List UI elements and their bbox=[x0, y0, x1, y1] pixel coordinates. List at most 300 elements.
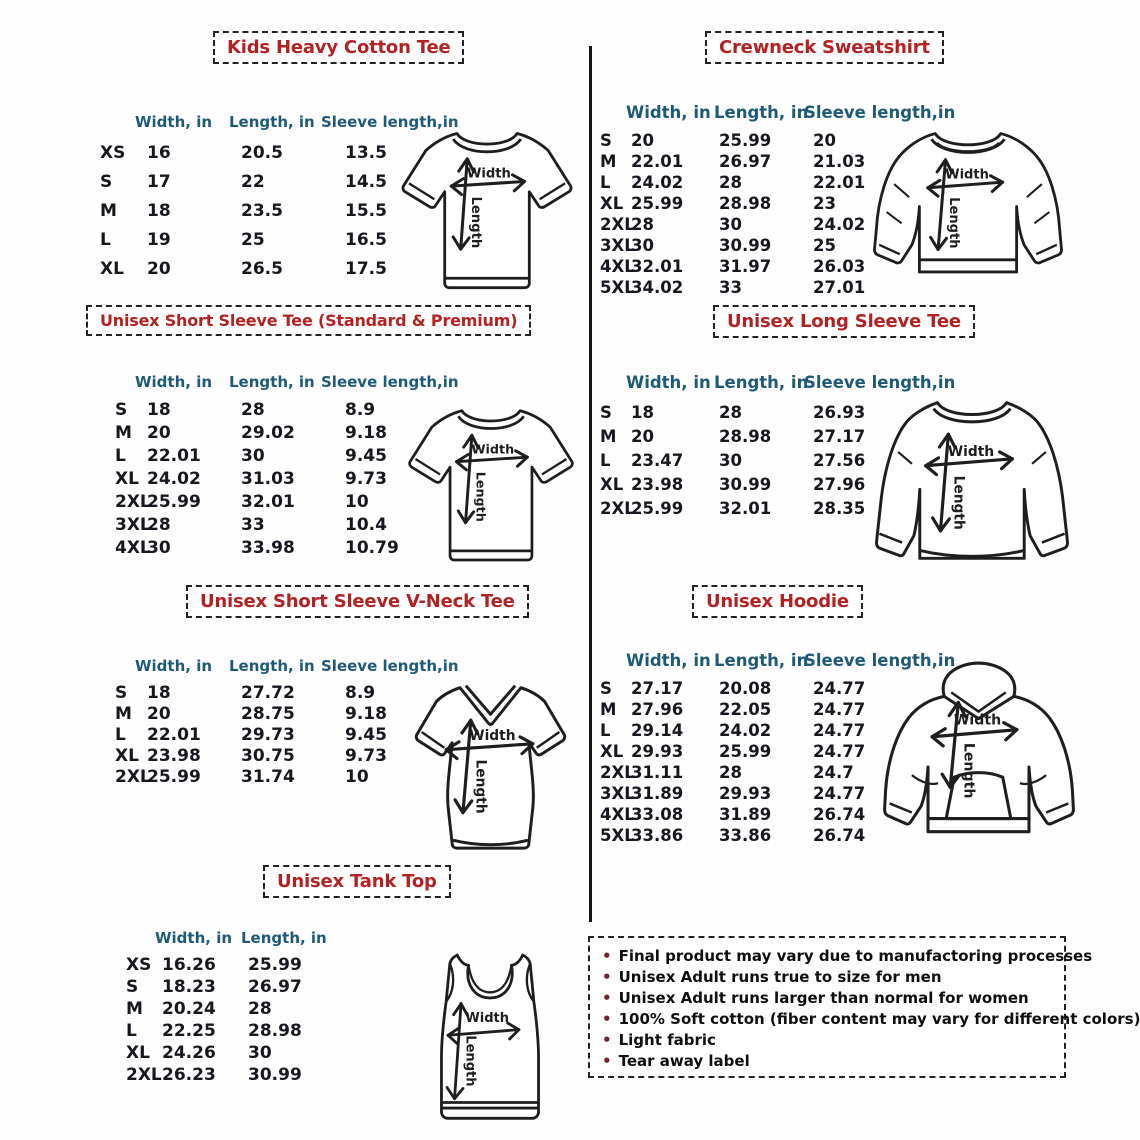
garment-outline bbox=[875, 134, 1062, 272]
size-row bbox=[95, 138, 433, 167]
column-header: Width, in bbox=[135, 656, 213, 675]
measurement-value: 20 bbox=[631, 131, 654, 150]
measurement-value: 13.5 bbox=[345, 142, 387, 163]
column-header: Sleeve length,in bbox=[321, 372, 459, 391]
size-row bbox=[95, 536, 433, 559]
measurement-value: 22.01 bbox=[147, 445, 201, 466]
measurement-value: 24.77 bbox=[813, 721, 866, 740]
measurement-value: 16.26 bbox=[162, 955, 216, 975]
note-text: Unisex Adult runs larger than normal for women bbox=[618, 989, 1029, 1007]
measurement-value: 14.5 bbox=[345, 171, 387, 192]
size-label: S bbox=[600, 402, 612, 422]
size-label: S bbox=[100, 171, 113, 192]
width-label: Width bbox=[945, 167, 989, 183]
measurement-value: 24.77 bbox=[813, 700, 866, 719]
measurement-value: 24.77 bbox=[813, 742, 866, 761]
size-label: XL bbox=[126, 1043, 150, 1063]
size-label: XL bbox=[115, 468, 139, 489]
size-label: M bbox=[115, 703, 132, 724]
size-table-crewneck-sweatshirt bbox=[595, 88, 956, 298]
size-label: M bbox=[600, 426, 617, 446]
column-header: Sleeve length,in bbox=[804, 103, 956, 123]
size-label: 3XL bbox=[600, 236, 635, 255]
measurement-value: 30 bbox=[248, 1043, 272, 1063]
size-row bbox=[106, 1042, 346, 1064]
size-row bbox=[595, 235, 897, 256]
measurement-value: 30 bbox=[631, 236, 654, 255]
width-label: Width bbox=[953, 712, 1002, 729]
measurement-value: 19 bbox=[147, 229, 171, 250]
note-item bbox=[602, 1009, 1140, 1030]
measurement-value: 26.74 bbox=[813, 805, 866, 824]
size-row bbox=[595, 720, 897, 741]
size-label: L bbox=[115, 724, 126, 745]
column-header: Width, in bbox=[626, 651, 711, 671]
column-header: Sleeve length,in bbox=[804, 651, 956, 671]
size-row bbox=[95, 724, 433, 745]
measurement-value: 15.5 bbox=[345, 200, 387, 221]
garment-outline bbox=[403, 134, 571, 288]
size-label: 2XL bbox=[115, 766, 151, 787]
measurement-value: 31.97 bbox=[719, 257, 772, 276]
measurement-value: 20 bbox=[147, 422, 171, 443]
table-title-crewneck-sweatshirt: Crewneck Sweatshirt bbox=[705, 31, 944, 64]
column-header: Width, in bbox=[135, 372, 213, 391]
measurement-value: 20 bbox=[813, 131, 836, 150]
bullet-icon: • bbox=[602, 968, 612, 986]
measurement-value: 30 bbox=[719, 450, 742, 470]
size-row bbox=[595, 256, 897, 277]
length-label: Length bbox=[472, 759, 489, 814]
measurement-value: 26.23 bbox=[162, 1065, 216, 1085]
measurement-value: 24.02 bbox=[813, 215, 866, 234]
length-label: Length bbox=[462, 1035, 478, 1087]
size-row bbox=[595, 804, 897, 825]
measurement-value: 30 bbox=[147, 537, 171, 558]
measurement-value: 26.74 bbox=[813, 826, 866, 845]
size-table-unisex-short-sleeve-tee bbox=[95, 356, 459, 559]
size-table-unisex-tank-top bbox=[106, 912, 346, 1086]
measurement-value: 26.97 bbox=[719, 152, 772, 171]
size-row bbox=[595, 424, 897, 448]
measurement-value: 20.08 bbox=[719, 679, 772, 698]
size-label: XL bbox=[600, 474, 624, 494]
product-notes-box bbox=[588, 936, 1140, 1078]
measurement-value: 31.11 bbox=[631, 763, 684, 782]
size-label: L bbox=[100, 229, 111, 250]
measurement-value: 28 bbox=[719, 763, 742, 782]
size-row bbox=[595, 699, 897, 720]
measurement-value: 27.96 bbox=[813, 474, 866, 494]
measurement-value: 9.18 bbox=[345, 422, 387, 443]
measurement-value: 23.98 bbox=[147, 745, 201, 766]
measurement-value: 18 bbox=[147, 682, 171, 703]
measurement-value: 29.14 bbox=[631, 721, 684, 740]
width-label: Width bbox=[469, 727, 516, 744]
measurement-value: 30 bbox=[241, 445, 265, 466]
size-label: L bbox=[600, 173, 611, 192]
measurement-value: 30.75 bbox=[241, 745, 295, 766]
measurement-value: 22.01 bbox=[147, 724, 201, 745]
measurement-value: 10.4 bbox=[345, 514, 387, 535]
measurement-value: 24.02 bbox=[147, 468, 201, 489]
size-row bbox=[95, 703, 433, 724]
measurement-value: 28 bbox=[719, 402, 742, 422]
measurement-value: 26.97 bbox=[248, 977, 302, 997]
size-row bbox=[595, 783, 897, 804]
size-label: L bbox=[600, 721, 611, 740]
measurement-value: 24.26 bbox=[162, 1043, 216, 1063]
column-header: Length, in bbox=[229, 112, 315, 131]
measurement-value: 29.02 bbox=[241, 422, 295, 443]
measurement-value: 30 bbox=[719, 215, 742, 234]
size-table-unisex-long-sleeve-tee bbox=[595, 358, 956, 520]
measurement-value: 24.02 bbox=[719, 721, 772, 740]
size-row bbox=[95, 766, 433, 787]
measurement-value: 22.01 bbox=[813, 173, 866, 192]
size-label: XL bbox=[600, 742, 624, 761]
measurement-value: 22 bbox=[241, 171, 265, 192]
size-row bbox=[106, 998, 346, 1020]
note-text: Tear away label bbox=[618, 1052, 750, 1070]
header-row bbox=[83, 356, 459, 391]
measurement-value: 34.02 bbox=[631, 278, 684, 297]
header-row bbox=[590, 636, 956, 671]
measurement-value: 33 bbox=[241, 514, 265, 535]
header-row bbox=[83, 640, 459, 675]
measurement-value: 30.99 bbox=[248, 1065, 302, 1085]
size-label: L bbox=[115, 445, 126, 466]
measurement-value: 31.03 bbox=[241, 468, 295, 489]
size-row bbox=[595, 762, 897, 783]
measurement-value: 22.05 bbox=[719, 700, 772, 719]
column-header: Width, in bbox=[626, 103, 711, 123]
measurement-value: 10 bbox=[345, 766, 369, 787]
size-label: 4XL bbox=[600, 805, 635, 824]
measurement-value: 25 bbox=[241, 229, 265, 250]
size-row bbox=[106, 1020, 346, 1042]
size-row bbox=[595, 678, 897, 699]
width-label: Width bbox=[466, 166, 511, 182]
measurement-value: 28 bbox=[241, 399, 265, 420]
size-row bbox=[595, 825, 897, 846]
note-item bbox=[602, 1051, 1052, 1072]
size-label: S bbox=[115, 682, 128, 703]
size-table-unisex-hoodie bbox=[595, 636, 956, 846]
note-text: Light fabric bbox=[618, 1031, 716, 1049]
header-row bbox=[83, 96, 459, 131]
measurement-value: 25 bbox=[813, 236, 836, 255]
measurement-value: 23.5 bbox=[241, 200, 283, 221]
size-label: XS bbox=[126, 955, 152, 975]
table-title-kids-heavy-cotton-tee: Kids Heavy Cotton Tee bbox=[213, 31, 464, 64]
measurement-value: 30.99 bbox=[719, 474, 772, 494]
size-label: M bbox=[100, 200, 117, 221]
measurement-value: 24.77 bbox=[813, 679, 866, 698]
measurement-value: 10.79 bbox=[345, 537, 399, 558]
measurement-value: 33.08 bbox=[631, 805, 684, 824]
table-title-unisex-hoodie: Unisex Hoodie bbox=[692, 585, 863, 618]
measurement-value: 10 bbox=[345, 491, 369, 512]
tank-top-illustration bbox=[420, 943, 560, 1135]
measurement-value: 27.72 bbox=[241, 682, 295, 703]
measurement-value: 21.03 bbox=[813, 152, 866, 171]
measurement-value: 33.86 bbox=[631, 826, 684, 845]
measurement-value: 27.56 bbox=[813, 450, 866, 470]
measurement-value: 22.25 bbox=[162, 1021, 216, 1041]
size-row bbox=[595, 448, 897, 472]
column-header: Sleeve length,in bbox=[321, 112, 459, 131]
measurement-value: 28.35 bbox=[813, 498, 866, 518]
measurement-value: 20.24 bbox=[162, 999, 216, 1019]
measurement-value: 28 bbox=[147, 514, 171, 535]
garment-outline bbox=[416, 686, 564, 848]
size-label: S bbox=[600, 131, 612, 150]
measurement-value: 25.99 bbox=[719, 131, 772, 150]
measurement-value: 32.01 bbox=[241, 491, 295, 512]
note-text: Final product may vary due to manufactoring processes bbox=[618, 947, 1093, 965]
measurement-value: 28.98 bbox=[248, 1021, 302, 1041]
table-title-unisex-short-sleeve-tee: Unisex Short Sleeve Tee (Standard & Premium) bbox=[86, 305, 531, 336]
measurement-value: 26.03 bbox=[813, 257, 866, 276]
size-label: M bbox=[600, 700, 617, 719]
measurement-value: 25.99 bbox=[147, 491, 201, 512]
measurement-value: 31.74 bbox=[241, 766, 295, 787]
size-label: 2XL bbox=[600, 215, 635, 234]
size-row bbox=[106, 954, 346, 976]
measurement-value: 26.93 bbox=[813, 402, 866, 422]
measurement-value: 16.5 bbox=[345, 229, 387, 250]
measurement-value: 24.77 bbox=[813, 784, 866, 803]
measurement-value: 31.89 bbox=[719, 805, 772, 824]
measurement-value: 22.01 bbox=[631, 152, 684, 171]
measurement-value: 32.01 bbox=[631, 257, 684, 276]
column-header: Sleeve length,in bbox=[804, 373, 956, 393]
measurement-value: 29.93 bbox=[719, 784, 772, 803]
measurement-value: 23.98 bbox=[631, 474, 684, 494]
size-label: 3XL bbox=[600, 784, 635, 803]
measurement-value: 9.45 bbox=[345, 445, 387, 466]
column-header: Width, in bbox=[155, 928, 233, 947]
bullet-icon: • bbox=[602, 1010, 612, 1028]
size-row bbox=[106, 1064, 346, 1086]
note-text: 100% Soft cotton (fiber content may vary for different colors) bbox=[618, 1010, 1140, 1028]
header-row bbox=[590, 358, 956, 393]
size-row bbox=[95, 196, 433, 225]
measurement-value: 27.17 bbox=[813, 426, 866, 446]
measurement-value: 20 bbox=[147, 258, 171, 279]
size-row bbox=[595, 277, 897, 298]
measurement-value: 28 bbox=[248, 999, 272, 1019]
measurement-value: 33 bbox=[719, 278, 742, 297]
column-header: Length, in bbox=[229, 656, 315, 675]
column-header: Width, in bbox=[626, 373, 711, 393]
size-label: 4XL bbox=[600, 257, 635, 276]
table-title-unisex-long-sleeve-tee: Unisex Long Sleeve Tee bbox=[713, 305, 975, 338]
size-label: 2XL bbox=[600, 763, 635, 782]
size-label: L bbox=[600, 450, 611, 470]
v-neck-tee-illustration bbox=[397, 663, 584, 860]
tshirt-illustration bbox=[388, 110, 586, 298]
size-label: 2XL bbox=[115, 491, 151, 512]
size-label: M bbox=[126, 999, 143, 1019]
note-item bbox=[602, 1030, 1052, 1051]
size-row bbox=[595, 151, 897, 172]
size-row bbox=[95, 745, 433, 766]
measurement-value: 27.17 bbox=[631, 679, 684, 698]
tshirt-illustration bbox=[396, 388, 586, 570]
measurement-value: 25.99 bbox=[631, 194, 684, 213]
size-label: 5XL bbox=[600, 826, 635, 845]
measurement-value: 24.7 bbox=[813, 763, 854, 782]
size-row bbox=[95, 398, 433, 421]
size-table-unisex-v-neck-tee bbox=[95, 640, 459, 787]
measurement-value: 23 bbox=[813, 194, 836, 213]
size-label: 5XL bbox=[600, 278, 635, 297]
measurement-value: 33.98 bbox=[241, 537, 295, 558]
measurement-value: 18 bbox=[147, 200, 171, 221]
size-row bbox=[595, 741, 897, 762]
size-label: M bbox=[600, 152, 617, 171]
measurement-value: 17 bbox=[147, 171, 171, 192]
width-label: Width bbox=[471, 442, 515, 458]
size-row bbox=[95, 467, 433, 490]
size-label: S bbox=[115, 399, 128, 420]
measurement-value: 23.47 bbox=[631, 450, 684, 470]
measurement-value: 29.73 bbox=[241, 724, 295, 745]
size-row bbox=[95, 225, 433, 254]
garment-outline bbox=[876, 403, 1067, 559]
measurement-value: 17.5 bbox=[345, 258, 387, 279]
measurement-value: 25.99 bbox=[147, 766, 201, 787]
sweatshirt-illustration bbox=[858, 113, 1078, 300]
size-label: 3XL bbox=[115, 514, 151, 535]
length-label: Length bbox=[950, 475, 967, 530]
bullet-icon: • bbox=[602, 1052, 612, 1070]
size-row bbox=[106, 976, 346, 998]
size-label: S bbox=[126, 977, 139, 997]
size-label: S bbox=[600, 679, 612, 698]
note-text: Unisex Adult runs true to size for men bbox=[618, 968, 942, 986]
measurement-value: 18.23 bbox=[162, 977, 216, 997]
size-row bbox=[595, 214, 897, 235]
garment-outline bbox=[885, 663, 1074, 832]
measurement-value: 27.01 bbox=[813, 278, 866, 297]
width-label: Width bbox=[465, 1011, 510, 1027]
measurement-value: 9.73 bbox=[345, 745, 387, 766]
size-label: L bbox=[126, 1021, 137, 1041]
column-divider bbox=[589, 46, 592, 922]
size-label: 2XL bbox=[126, 1065, 162, 1085]
measurement-value: 9.45 bbox=[345, 724, 387, 745]
header-row bbox=[99, 912, 346, 946]
size-label: XS bbox=[100, 142, 126, 163]
size-label: XL bbox=[115, 745, 139, 766]
measurement-value: 28.98 bbox=[719, 194, 772, 213]
width-label: Width bbox=[947, 443, 995, 460]
size-label: 2XL bbox=[600, 498, 635, 518]
size-row bbox=[95, 513, 433, 536]
header-row bbox=[590, 88, 956, 123]
measurement-value: 24.02 bbox=[631, 173, 684, 192]
size-table-kids-heavy-cotton-tee bbox=[95, 96, 459, 283]
measurement-value: 25.99 bbox=[719, 742, 772, 761]
size-label: XL bbox=[600, 194, 624, 213]
bullet-icon: • bbox=[602, 947, 612, 965]
size-row bbox=[595, 400, 897, 424]
column-header: Length, in bbox=[714, 651, 809, 671]
measurement-value: 30.99 bbox=[719, 236, 772, 255]
note-item bbox=[602, 967, 1052, 988]
measurement-value: 16 bbox=[147, 142, 171, 163]
measurement-value: 8.9 bbox=[345, 399, 376, 420]
length-label: Length bbox=[946, 197, 962, 249]
measurement-value: 31.89 bbox=[631, 784, 684, 803]
length-label: Length bbox=[472, 471, 488, 522]
measurement-value: 25.99 bbox=[248, 955, 302, 975]
bullet-icon: • bbox=[602, 1031, 612, 1049]
measurement-value: 27.96 bbox=[631, 700, 684, 719]
size-row bbox=[595, 496, 897, 520]
size-row bbox=[95, 682, 433, 703]
size-row bbox=[595, 130, 897, 151]
size-row bbox=[95, 444, 433, 467]
measurement-value: 20.5 bbox=[241, 142, 283, 163]
size-row bbox=[95, 254, 433, 283]
measurement-value: 28 bbox=[631, 215, 654, 234]
column-header: Length, in bbox=[714, 373, 809, 393]
size-row bbox=[95, 421, 433, 444]
size-label: M bbox=[115, 422, 132, 443]
measurement-value: 32.01 bbox=[719, 498, 772, 518]
measurement-value: 18 bbox=[147, 399, 171, 420]
column-header: Length, in bbox=[714, 103, 809, 123]
measurement-value: 8.9 bbox=[345, 682, 376, 703]
bullet-icon: • bbox=[602, 989, 612, 1007]
garment-outline bbox=[410, 411, 573, 560]
measurement-value: 28 bbox=[719, 173, 742, 192]
measurement-value: 20 bbox=[147, 703, 171, 724]
size-row bbox=[95, 490, 433, 513]
measurement-value: 26.5 bbox=[241, 258, 283, 279]
measurement-value: 9.18 bbox=[345, 703, 387, 724]
measurement-value: 28.75 bbox=[241, 703, 295, 724]
size-label: XL bbox=[100, 258, 124, 279]
measurement-value: 33.86 bbox=[719, 826, 772, 845]
measurement-value: 25.99 bbox=[631, 498, 684, 518]
table-title-unisex-v-neck-tee: Unisex Short Sleeve V-Neck Tee bbox=[186, 585, 529, 618]
hoodie-illustration bbox=[874, 656, 1084, 863]
length-label: Length bbox=[960, 742, 977, 799]
note-item bbox=[602, 946, 1093, 967]
size-row bbox=[595, 193, 897, 214]
long-sleeve-tee-illustration bbox=[864, 383, 1080, 580]
column-header: Length, in bbox=[241, 928, 327, 947]
measurement-value: 28.98 bbox=[719, 426, 772, 446]
size-row bbox=[595, 172, 897, 193]
measurement-value: 20 bbox=[631, 426, 654, 446]
size-row bbox=[95, 167, 433, 196]
table-title-unisex-tank-top: Unisex Tank Top bbox=[263, 865, 451, 898]
column-header: Length, in bbox=[229, 372, 315, 391]
note-item bbox=[602, 988, 1052, 1009]
size-row bbox=[595, 472, 897, 496]
length-label: Length bbox=[467, 196, 483, 249]
measurement-value: 29.93 bbox=[631, 742, 684, 761]
measurement-value: 9.73 bbox=[345, 468, 387, 489]
size-label: 4XL bbox=[115, 537, 151, 558]
column-header: Sleeve length,in bbox=[321, 656, 459, 675]
